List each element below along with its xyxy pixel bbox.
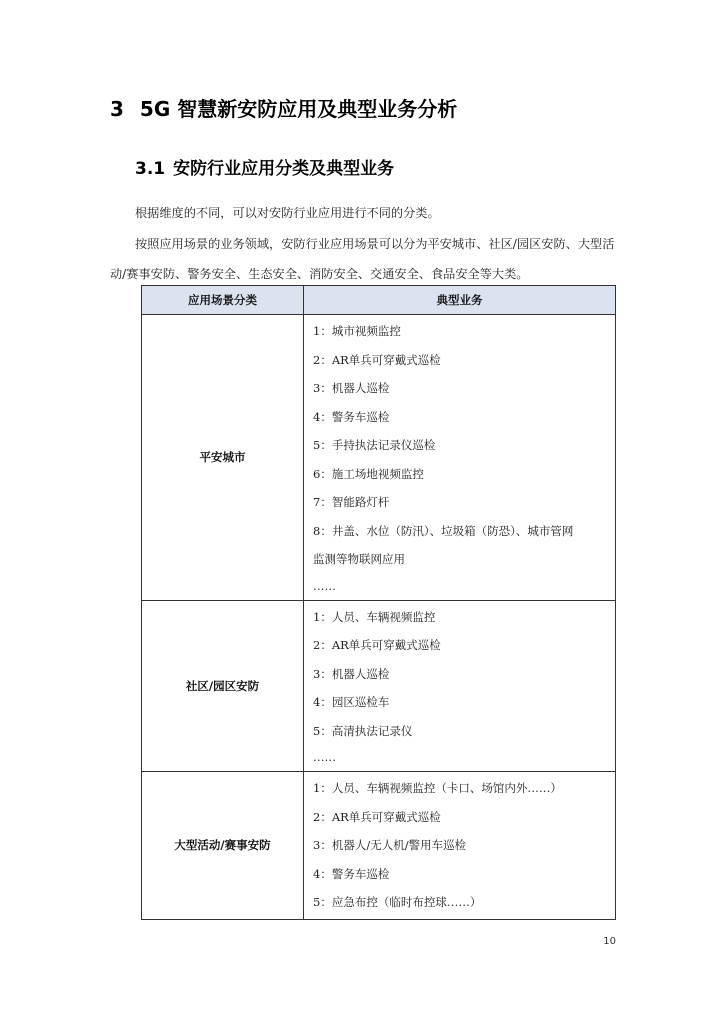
business-cell [304, 600, 616, 772]
page-number: 10 [603, 936, 616, 947]
business-cell [304, 772, 616, 920]
category-cell: 社区/园区安防 [142, 600, 304, 772]
business-item: 6：施工场地视频监控 [313, 466, 424, 481]
section-number: 3 [110, 97, 124, 121]
business-cell [304, 315, 616, 601]
business-item: 5：高清执法记录仪 [313, 723, 413, 738]
business-ellipsis: …… [313, 578, 336, 593]
table-header-row [142, 286, 616, 315]
business-item: 4：警务车巡检 [313, 866, 390, 881]
business-item: 1：人员、车辆视频监控（卡口、场馆内外……） [313, 781, 562, 795]
paragraph-intro: 根据维度的不同，可以对安防行业应用进行不同的分类。 [135, 206, 440, 220]
business-item: 2：AR单兵可穿戴式巡检 [313, 809, 441, 824]
subsection-heading [135, 154, 394, 179]
business-item: 3：机器人巡检 [313, 666, 390, 681]
business-item: 监测等物联网应用 [313, 552, 405, 566]
business-item: 1：人员、车辆视频监控 [313, 609, 436, 624]
table-row [142, 315, 616, 601]
business-item: 8：井盖、水位（防汛）、垃圾箱（防恐）、城市管网 [313, 523, 574, 538]
section-heading [110, 93, 457, 122]
table-row [142, 772, 616, 920]
business-item: 5：应急布控（临时布控球……） [313, 895, 482, 909]
business-ellipsis: …… [313, 750, 336, 764]
category-cell: 大型活动/赛事安防 [142, 772, 304, 920]
category-cell: 平安城市 [142, 315, 304, 601]
business-item: 7：智能路灯杆 [313, 495, 390, 509]
business-item: 3：机器人/无人机/警用车巡检 [313, 838, 467, 852]
section-title: 5G 智慧新安防应用及典型业务分析 [139, 97, 458, 121]
business-item: 2：AR单兵可穿戴式巡检 [313, 352, 441, 367]
business-item: 4：警务车巡检 [313, 409, 390, 424]
header-category: 应用场景分类 [142, 286, 304, 315]
subsection-number: 3.1 [135, 159, 166, 179]
subsection-title: 安防行业应用分类及典型业务 [173, 159, 395, 179]
application-table [141, 285, 616, 920]
business-item: 2：AR单兵可穿戴式巡检 [313, 638, 441, 652]
business-item: 5：手持执法记录仪巡检 [313, 438, 436, 452]
header-business: 典型业务 [304, 286, 616, 315]
table-row [142, 600, 616, 772]
business-item: 3：机器人巡检 [313, 381, 390, 395]
business-item: 1：城市视频监控 [313, 324, 401, 338]
business-item: 4：园区巡检车 [313, 695, 390, 709]
paragraph-categories: 按照应用场景的业务领域，安防行业应用场景可以分为平安城市、社区/园区安防、大型活动/赛事安防、警务安全、生态安全、消防安全、交通安全、食品安全等大类。 [110, 237, 615, 281]
